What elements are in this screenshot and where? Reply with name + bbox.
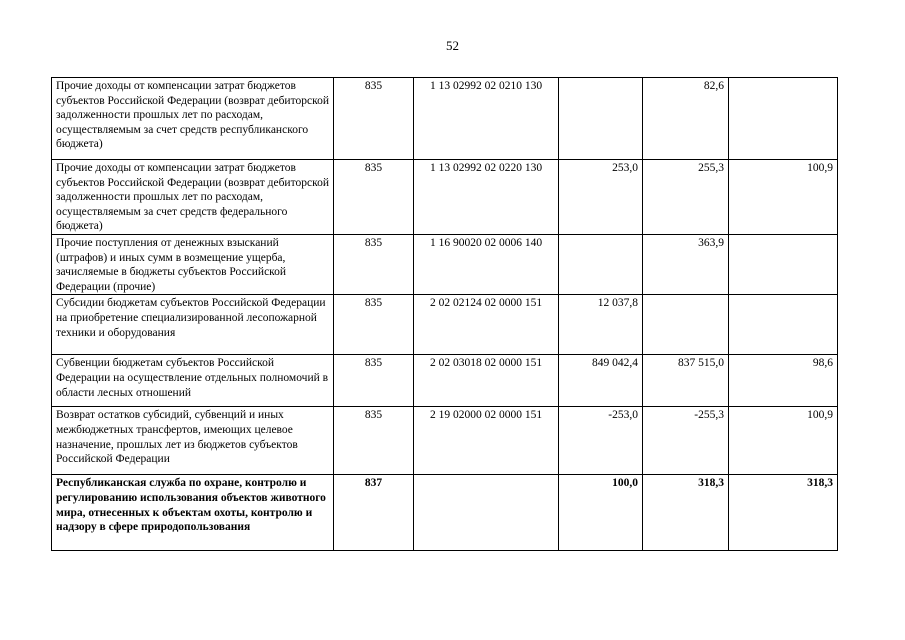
row-fact: 318,3 bbox=[643, 475, 729, 551]
row-plan bbox=[559, 234, 643, 294]
row-admin-code: 835 bbox=[334, 234, 414, 294]
table-row bbox=[52, 295, 838, 355]
row-percent bbox=[729, 234, 838, 294]
row-budget-code: 2 02 03018 02 0000 151 bbox=[414, 355, 559, 407]
table-row bbox=[52, 355, 838, 407]
row-name: Прочие поступления от денежных взысканий (штрафов) и иных сумм в возмещение ущерба, зачисляемые в бюджеты субъектов Российской Федерации (прочие) bbox=[52, 234, 334, 294]
row-fact: 255,3 bbox=[643, 160, 729, 235]
row-budget-code: 2 19 02000 02 0000 151 bbox=[414, 407, 559, 475]
row-name: Прочие доходы от компенсации затрат бюджетов субъектов Российской Федерации (возврат дебиторской задолженности прошлых лет по расходам, осуществляемым за счет средств республиканского бюджета) bbox=[52, 78, 334, 160]
row-name: Возврат остатков субсидий, субвенций и иных межбюджетных трансфертов, имеющих целевое назначение, прошлых лет из бюджетов субъектов Российской Федерации bbox=[52, 407, 334, 475]
table-row bbox=[52, 78, 838, 160]
budget-table bbox=[51, 77, 838, 551]
row-fact: -255,3 bbox=[643, 407, 729, 475]
row-budget-code: 1 16 90020 02 0006 140 bbox=[414, 234, 559, 294]
page-number: 52 bbox=[446, 38, 459, 53]
row-admin-code: 835 bbox=[334, 78, 414, 160]
row-budget-code: 2 02 02124 02 0000 151 bbox=[414, 295, 559, 355]
row-plan: 100,0 bbox=[559, 475, 643, 551]
row-name: Прочие доходы от компенсации затрат бюджетов субъектов Российской Федерации (возврат дебиторской задолженности прошлых лет по расходам, осуществляемым за счет средств федерального бюджета) bbox=[52, 160, 334, 235]
row-budget-code: 1 13 02992 02 0210 130 bbox=[414, 78, 559, 160]
row-percent: 100,9 bbox=[729, 160, 838, 235]
row-percent: 318,3 bbox=[729, 475, 838, 551]
row-plan: 12 037,8 bbox=[559, 295, 643, 355]
row-plan: 253,0 bbox=[559, 160, 643, 235]
row-percent: 100,9 bbox=[729, 407, 838, 475]
row-name: Республиканская служба по охране, контролю и регулированию использования объектов животного мира, отнесенных к объектам охоты, контролю и надзору в сфере природопользования bbox=[52, 475, 334, 551]
row-fact: 82,6 bbox=[643, 78, 729, 160]
row-admin-code: 837 bbox=[334, 475, 414, 551]
table-row bbox=[52, 234, 838, 294]
row-fact bbox=[643, 295, 729, 355]
row-fact: 363,9 bbox=[643, 234, 729, 294]
table-row-total bbox=[52, 475, 838, 551]
row-plan: 849 042,4 bbox=[559, 355, 643, 407]
row-percent bbox=[729, 295, 838, 355]
row-admin-code: 835 bbox=[334, 355, 414, 407]
row-name: Субвенции бюджетам субъектов Российской Федерации на осуществление отдельных полномочий в области лесных отношений bbox=[52, 355, 334, 407]
row-percent: 98,6 bbox=[729, 355, 838, 407]
row-budget-code: 1 13 02992 02 0220 130 bbox=[414, 160, 559, 235]
row-admin-code: 835 bbox=[334, 160, 414, 235]
row-name: Субсидии бюджетам субъектов Российской Федерации на приобретение специализированной лесопожарной техники и оборудования bbox=[52, 295, 334, 355]
row-plan bbox=[559, 78, 643, 160]
row-admin-code: 835 bbox=[334, 295, 414, 355]
table-row bbox=[52, 407, 838, 475]
row-budget-code bbox=[414, 475, 559, 551]
table-row bbox=[52, 160, 838, 235]
row-fact: 837 515,0 bbox=[643, 355, 729, 407]
row-admin-code: 835 bbox=[334, 407, 414, 475]
row-percent bbox=[729, 78, 838, 160]
row-plan: -253,0 bbox=[559, 407, 643, 475]
